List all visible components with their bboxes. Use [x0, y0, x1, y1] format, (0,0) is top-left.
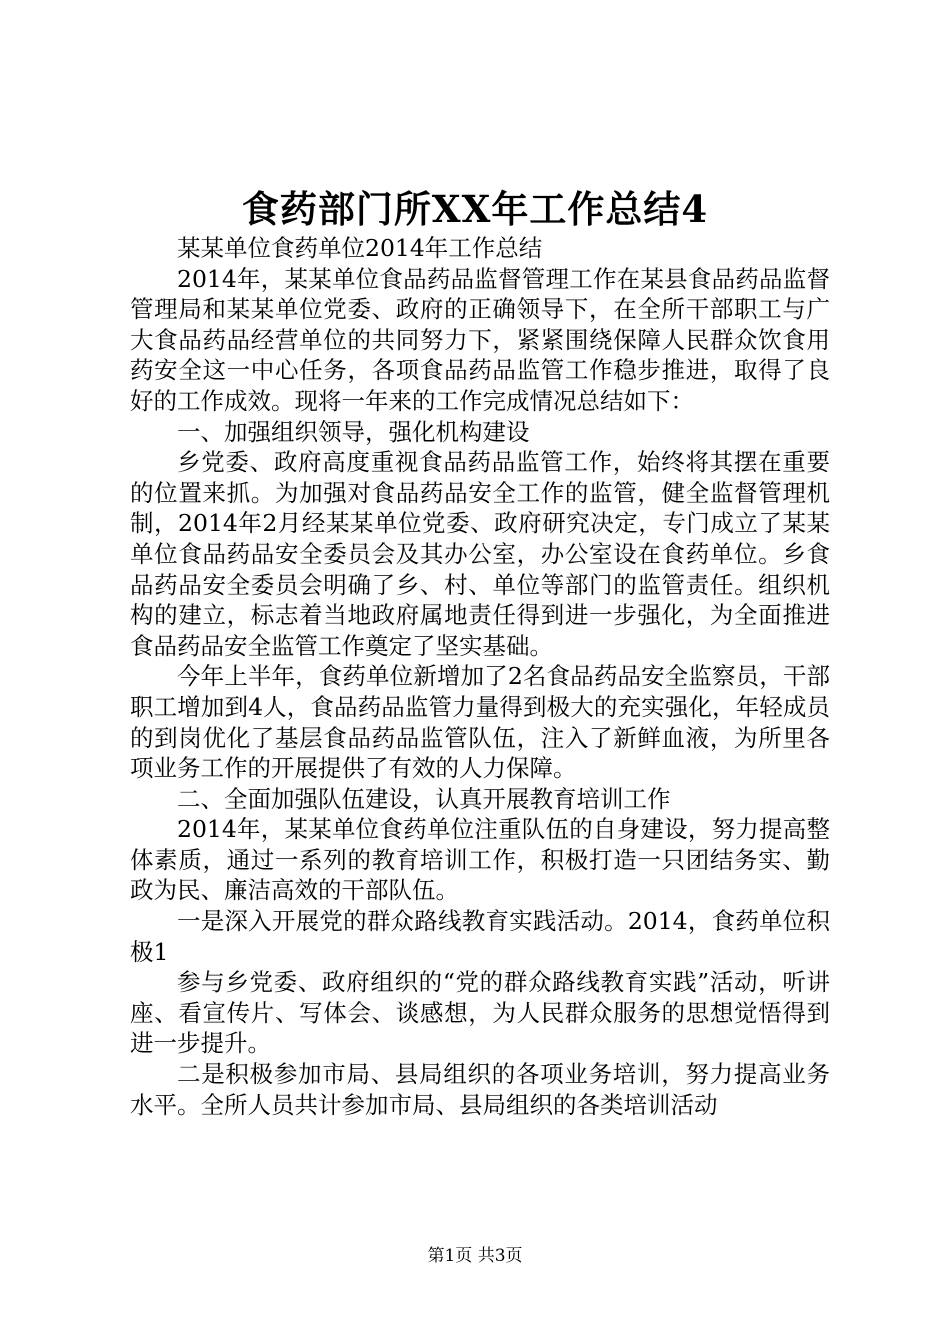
intro-paragraph: 2014年，某某单位食品药品监督管理工作在某县食品药品监督管理局和某某单位党委、政府的正确领导下，在全所干部职工与广大食品药品经营单位的共同努力下，紧紧围绕保障人民群众饮食用药安全这一中心任务，各项食品药品监管工作稳步推进，取得了良好的工作成效。现将一年来的工作完成情况总结如下：: [130, 264, 830, 415]
subtitle-line: 某某单位食药单位2014年工作总结: [177, 234, 543, 262]
section-2-paragraph-2: 一是深入开展党的群众路线教育实践活动。2014，食药单位积极1: [130, 907, 830, 966]
section-heading-1: 一、加强组织领导，强化机构建设: [177, 417, 530, 446]
section-1-paragraph-2: 今年上半年，食药单位新增加了2名食品药品安全监察员，干部职工增加到4人，食品药品监管力量得到极大的充实强化，年轻成员的到岗优化了基层食品药品监管队伍，注入了新鲜血液，为所里各项业务工作的开展提供了有效的人力保障。: [130, 662, 830, 783]
document-body: [130, 233, 830, 1120]
section-2-paragraph-4: 二是积极参加市局、县局组织的各项业务培训，努力提高业务水平。全所人员共计参加市局、县局组织的各类培训活动: [130, 1060, 830, 1119]
section-2-paragraph-1: 2014年，某某单位食药单位注重队伍的自身建设，努力提高整体素质，通过一系列的教育培训工作，积极打造一只团结务实、勤政为民、廉洁高效的干部队伍。: [130, 815, 830, 905]
section-heading-2: 二、全面加强队伍建设，认真开展教育培训工作: [177, 784, 671, 813]
document-title: 食药部门所XX年工作总结4: [241, 187, 709, 231]
page-footer: 第1页 共3页: [427, 1246, 523, 1266]
section-2-paragraph-3: 参与乡党委、政府组织的“党的群众路线教育实践”活动，听讲座、看宣传片、写体会、谈感想，为人民群众服务的思想觉悟得到进一步提升。: [130, 968, 830, 1058]
section-1-paragraph-1: 乡党委、政府高度重视食品药品监管工作，始终将其摆在重要的位置来抓。为加强对食品药品安全工作的监管，健全监督管理机制，2014年2月经某某单位党委、政府研究决定，专门成立了某某单位食品药品安全委员会及其办公室，办公室设在食药单位。乡食品药品安全委员会明确了乡、村、单位等部门的监管责任。组织机构的建立，标志着当地政府属地责任得到进一步强化，为全面推进食品药品安全监管工作奠定了坚实基础。: [130, 448, 830, 660]
